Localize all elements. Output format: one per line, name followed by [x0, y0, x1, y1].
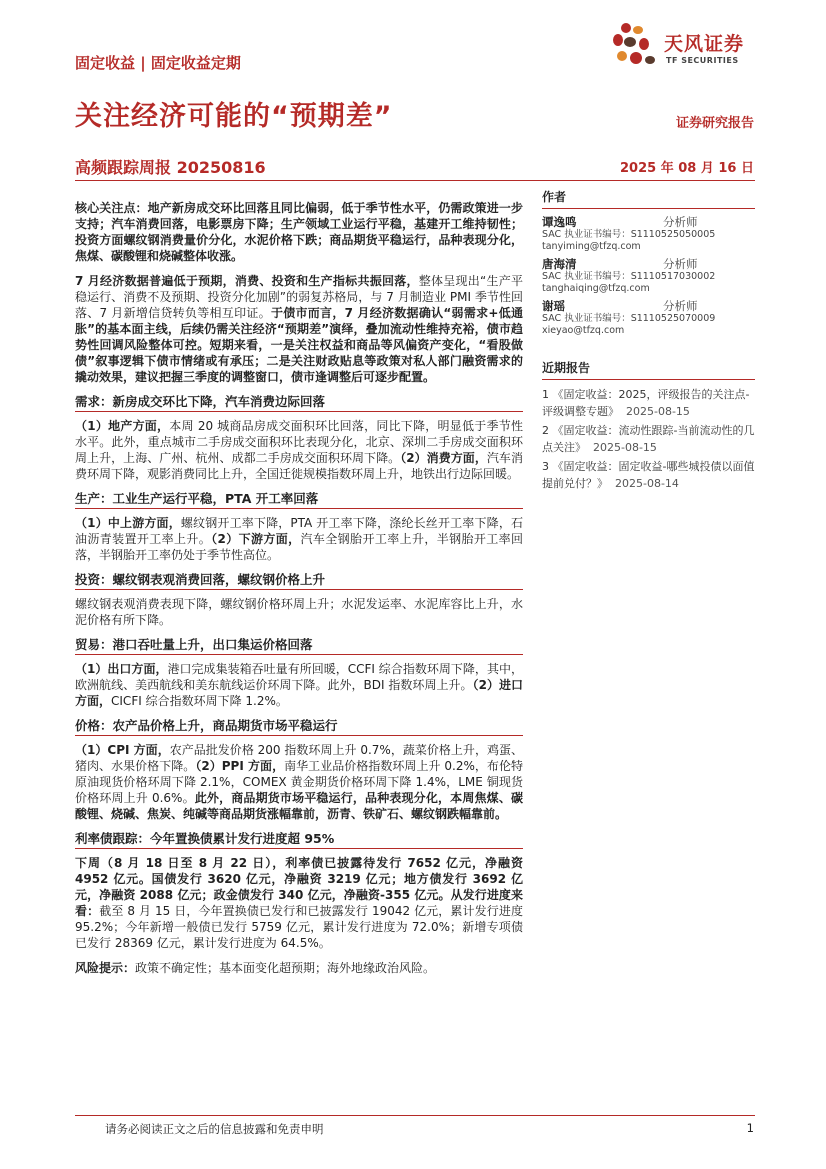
section-investment-heading: 投资：螺纹钢表观消费回落，螺纹钢价格上升: [75, 570, 523, 590]
analyst-email[interactable]: tanyiming@tfzq.com: [542, 241, 641, 252]
section-production-heading: 生产：工业生产运行平稳，PTA 开工率回落: [75, 489, 523, 509]
report-category: 固定收益 | 固定收益定期: [75, 54, 241, 72]
analyst-name: 唐海清: [542, 257, 577, 271]
recent-report-link[interactable]: 1 《固定收益：2025，评级报告的关注点-评级调整专题》 2025-08-15: [542, 388, 750, 418]
authors-heading: 作者: [542, 188, 755, 209]
analyst-email[interactable]: tanghaiqing@tfzq.com: [542, 283, 650, 294]
outlook-bold-1: 7 月经济数据普遍低于预期，消费、投资和生产指标共振回落，: [75, 274, 419, 288]
report-subtitle: 高频跟踪周报 20250816: [75, 158, 266, 177]
main-column: [75, 200, 523, 976]
section-demand-body: （1）地产方面，本周 20 城商品房成交面积环比回落，同比下降，明显低于季节性水平。此外，重点城市二手房成交面积环比表现分化，北京、深圳二手房成交面积环周上升，上海、广州、杭州、成都二手房成交面积环周下降。（2）消费方面，汽车消费环周下降，观影消费同比上升，全国迁徙规模指数环周上升，地铁出行边际回暖。: [75, 419, 523, 481]
page-number: 1: [746, 1121, 754, 1135]
analyst-cert: SAC 执业证书编号：S1110517030002: [542, 271, 716, 282]
section-demand-heading: 需求：新房成交环比下降，汽车消费边际回落: [75, 392, 523, 412]
recent-reports-heading: 近期报告: [542, 359, 755, 380]
analyst-cert: SAC 执业证书编号：S1110525050005: [542, 229, 716, 240]
logo-mark-icon: [608, 20, 662, 72]
footer-divider: [75, 1115, 755, 1116]
outlook-text-1: 整体呈现出“生产平稳运行、消费不及预期、投资分化加剧”的弱复苏格局，与 7 月制造业 PMI 季节性回落、7 月新增信贷转负等相互印证。: [75, 274, 524, 320]
section-price-body: （1）CPI 方面，农产品批发价格 200 指数环周上升 0.7%，蔬菜价格上升，鸡蛋、猪肉、水果价格下降。（2）PPI 方面，南华工业品价格指数环周上升 0.2%，布伦特原油现货价格环周下降 2.1%，COMEX 黄金期货价格环周下降 1.4%，LME 铜现货价格环周上升 0.6%。此外，商品期货市场平稳运行，品种表现分化，本周焦煤、碳酸锂、烧碱、焦炭、纯碱等商品期货涨幅靠前，沥青、铁矿石、螺纹钢跌幅靠前。: [75, 743, 523, 821]
section-trade-body: （1）出口方面，港口完成集装箱吞吐量有所回暖，CCFI 综合指数环周下降，其中，欧洲航线、美西航线和美东航线运价环周下降。此外，BDI 指数环周上升。（2）进口方面，CICFI 综合指数环周下降 1.2%。: [75, 662, 523, 708]
section-investment-body: 螺纹钢表观消费表现下降，螺纹钢价格环周上升；水泥发运率、水泥库容比上升，水泥价格有所下降。: [75, 597, 523, 627]
outlook-bold-2: 于债市而言，7 月经济数据确认“弱需求+低通胀”的基本面主线，后续仍需关注经济“预期差”演绎，叠加流动性维持充裕，债市趋势性回调风险整体可控。短期来看，一是关注权益和商品等风偏资产变化，“看股做债”叙事逻辑下债市情绪或有承压；二是关注财政贴息等政策对私人部门融资需求的撬动效果，建议把握三季度的调整窗口，债市逢调整后可逐步配置。: [75, 306, 523, 384]
footer-disclaimer: 请务必阅读正文之后的信息披露和免责申明: [105, 1122, 324, 1136]
analyst-cert: SAC 执业证书编号：S1110525070009: [542, 313, 716, 324]
analyst-title: 分析师: [663, 299, 698, 313]
section-rates-heading: 利率债跟踪：今年置换债累计发行进度超 95%: [75, 829, 523, 849]
section-production-body: （1）中上游方面，螺纹钢开工率下降，PTA 开工率下降，涤纶长丝开工率下降，石油沥青装置开工率上升。（2）下游方面，汽车全钢胎开工率上升，半钢胎开工率回落，半钢胎开工率仍处于季节性高位。: [75, 516, 523, 562]
report-title: 关注经济可能的“预期差”: [75, 101, 393, 132]
section-price-heading: 价格：农产品价格上升，商品期货市场平稳运行: [75, 716, 523, 736]
risk-warning: 风险提示：政策不确定性；基本面变化超预期；海外地缘政治风险。: [75, 961, 436, 975]
recent-report-link[interactable]: 2 《固定收益：流动性跟踪-当前流动性的几点关注》 2025-08-15: [542, 424, 755, 454]
report-type: 证券研究报告: [675, 116, 754, 131]
header-divider: [75, 180, 755, 181]
report-date: 2025 年 08 月 16 日: [620, 161, 754, 176]
analyst-email[interactable]: xieyao@tfzq.com: [542, 325, 625, 336]
core-text: 地产新房成交环比回落且同比偏弱，低于季节性水平，仍需政策进一步支持；汽车消费回落，电影票房下降；生产领域工业运行平稳，基建开工维持韧性；投资方面螺纹钢消费量价分化，水泥价格下跌；商品期货平稳运行，品种表现分化，焦煤、碳酸锂和烧碱整体收涨。: [75, 201, 523, 263]
analyst-card: [542, 257, 755, 295]
analyst-title: 分析师: [663, 257, 698, 271]
section-trade-heading: 贸易：港口吞吐量上升，出口集运价格回落: [75, 635, 523, 655]
analyst-card: [542, 299, 755, 337]
logo-text-en: TF SECURITIES: [666, 56, 739, 65]
sidebar: [542, 188, 755, 494]
outlook-paragraph: [75, 273, 523, 385]
recent-report-link[interactable]: 3 《固定收益：固定收益-哪些城投债以面值提前兑付？》 2025-08-14: [542, 460, 755, 490]
logo-text-cn: 天风证券: [664, 33, 745, 55]
analyst-title: 分析师: [663, 215, 698, 229]
core-label: 核心关注点：: [75, 201, 148, 215]
core-summary: [75, 200, 523, 264]
analyst-name: 谭逸鸣: [542, 215, 577, 229]
tf-securities-logo: [608, 20, 758, 72]
section-rates-body: 下周（8 月 18 日至 8 月 22 日），利率债已披露待发行 7652 亿元，净融资 4952 亿元。国债发行 3620 亿元，净融资 3219 亿元；地方债发行 3692 亿元，净融资 2088 亿元；政金债发行 340 亿元，净融资-355 亿元。从发行进度来看：截至 8 月 15 日，今年置换债已发行和已披露发行 19042 亿元，累计发行进度 95.2%；今年新增一般债已发行 5759 亿元，累计发行进度为 72.0%；新增专项债已发行 28369 亿元，累计发行进度为 64.5%。: [75, 856, 523, 950]
analyst-card: [542, 215, 755, 253]
analyst-name: 谢瑶: [542, 299, 565, 313]
